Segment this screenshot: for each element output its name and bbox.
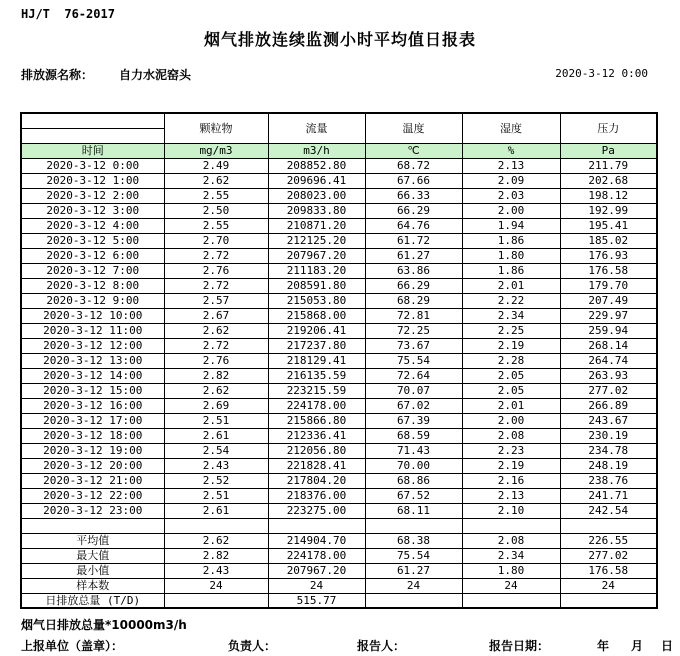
value-cell: 67.39	[365, 413, 462, 428]
summary-row	[21, 563, 657, 578]
value-cell: 219206.41	[268, 323, 365, 338]
value-cell: 207.49	[560, 293, 657, 308]
value-cell: 2.09	[462, 173, 560, 188]
value-cell: 2.00	[462, 203, 560, 218]
value-cell: 202.68	[560, 173, 657, 188]
value-cell: 75.54	[365, 548, 462, 563]
time-cell: 2020-3-12 12:00	[21, 338, 164, 353]
value-cell: 263.93	[560, 368, 657, 383]
time-cell: 2020-3-12 6:00	[21, 248, 164, 263]
table-row	[21, 503, 657, 518]
value-cell: 64.76	[365, 218, 462, 233]
value-cell: 66.29	[365, 203, 462, 218]
value-cell: 2.01	[462, 278, 560, 293]
table-row	[21, 203, 657, 218]
col-header-pressure: 压力	[560, 113, 657, 143]
unit-pm: mg/m3	[164, 143, 268, 158]
value-cell: 24	[365, 578, 462, 593]
time-cell: 2020-3-12 1:00	[21, 173, 164, 188]
value-cell: 2.43	[164, 563, 268, 578]
value-cell: 68.72	[365, 158, 462, 173]
value-cell: 1.86	[462, 263, 560, 278]
value-cell: 2.67	[164, 308, 268, 323]
unit-temperature: ℃	[365, 143, 462, 158]
time-cell: 2020-3-12 10:00	[21, 308, 164, 323]
value-cell: 210871.20	[268, 218, 365, 233]
value-cell: 266.89	[560, 398, 657, 413]
unit-flow: m3/h	[268, 143, 365, 158]
summary-rows	[21, 533, 657, 608]
value-cell: 2.70	[164, 233, 268, 248]
value-cell: 24	[462, 578, 560, 593]
value-cell: 71.43	[365, 443, 462, 458]
table-row	[21, 488, 657, 503]
value-cell: 207967.20	[268, 563, 365, 578]
value-cell: 2.03	[462, 188, 560, 203]
value-cell: 68.11	[365, 503, 462, 518]
value-cell: 259.94	[560, 323, 657, 338]
table-row	[21, 473, 657, 488]
value-cell: 212336.41	[268, 428, 365, 443]
value-cell: 2.57	[164, 293, 268, 308]
corner-cell-top	[21, 113, 164, 128]
header-rows	[21, 113, 657, 158]
value-cell: 2.25	[462, 323, 560, 338]
value-cell: 67.02	[365, 398, 462, 413]
time-cell: 2020-3-12 0:00	[21, 158, 164, 173]
value-cell: 215866.80	[268, 413, 365, 428]
value-cell	[560, 593, 657, 608]
value-cell: 2.54	[164, 443, 268, 458]
value-cell: 215868.00	[268, 308, 365, 323]
table-row	[21, 218, 657, 233]
value-cell: 67.66	[365, 173, 462, 188]
value-cell: 2.34	[462, 308, 560, 323]
time-cell: 2020-3-12 5:00	[21, 233, 164, 248]
col-header-temperature: 温度	[365, 113, 462, 143]
value-cell: 214904.70	[268, 533, 365, 548]
value-cell: 515.77	[268, 593, 365, 608]
value-cell: 2.05	[462, 368, 560, 383]
value-cell: 66.29	[365, 278, 462, 293]
value-cell: 2.72	[164, 338, 268, 353]
summary-row	[21, 578, 657, 593]
unit-pressure: Pa	[560, 143, 657, 158]
value-cell: 72.64	[365, 368, 462, 383]
summary-row	[21, 593, 657, 608]
time-cell: 2020-3-12 3:00	[21, 203, 164, 218]
source-label: 排放源名称：	[21, 68, 94, 82]
value-cell: 215053.80	[268, 293, 365, 308]
value-cell: 2.69	[164, 398, 268, 413]
value-cell: 2.82	[164, 548, 268, 563]
value-cell: 68.29	[365, 293, 462, 308]
time-cell: 2020-3-12 20:00	[21, 458, 164, 473]
value-cell: 2.76	[164, 263, 268, 278]
value-cell: 63.86	[365, 263, 462, 278]
month-label: 月	[631, 639, 644, 653]
value-cell: 61.27	[365, 248, 462, 263]
table-row	[21, 368, 657, 383]
summary-label-cell: 平均值	[21, 533, 164, 548]
value-cell: 66.33	[365, 188, 462, 203]
time-cell: 2020-3-12 17:00	[21, 413, 164, 428]
value-cell: 1.94	[462, 218, 560, 233]
value-cell: 2.23	[462, 443, 560, 458]
header-row-top	[21, 113, 657, 128]
time-cell: 2020-3-12 11:00	[21, 323, 164, 338]
source-line	[21, 66, 191, 83]
value-cell: 277.02	[560, 383, 657, 398]
signature-line	[0, 637, 680, 653]
summary-row	[21, 548, 657, 563]
summary-row	[21, 533, 657, 548]
value-cell: 207967.20	[268, 248, 365, 263]
value-cell: 264.74	[560, 353, 657, 368]
value-cell: 211183.20	[268, 263, 365, 278]
value-cell: 221828.41	[268, 458, 365, 473]
time-cell: 2020-3-12 19:00	[21, 443, 164, 458]
table-row	[21, 413, 657, 428]
table-row	[21, 308, 657, 323]
value-cell: 209833.80	[268, 203, 365, 218]
value-cell: 68.38	[365, 533, 462, 548]
time-header: 时间	[21, 143, 164, 158]
value-cell: 176.58	[560, 263, 657, 278]
value-cell: 2.19	[462, 458, 560, 473]
value-cell: 238.76	[560, 473, 657, 488]
value-cell: 73.67	[365, 338, 462, 353]
table-row	[21, 188, 657, 203]
value-cell: 70.07	[365, 383, 462, 398]
value-cell: 2.10	[462, 503, 560, 518]
time-cell: 2020-3-12 16:00	[21, 398, 164, 413]
value-cell: 24	[164, 578, 268, 593]
value-cell: 2.34	[462, 548, 560, 563]
spacer-row	[21, 518, 657, 533]
table-row	[21, 443, 657, 458]
value-cell: 1.80	[462, 248, 560, 263]
value-cell	[365, 593, 462, 608]
value-cell: 2.28	[462, 353, 560, 368]
table-row	[21, 323, 657, 338]
value-cell: 243.67	[560, 413, 657, 428]
value-cell: 2.82	[164, 368, 268, 383]
report-unit-label: 上报单位（盖章）：	[21, 639, 124, 653]
value-cell: 198.12	[560, 188, 657, 203]
value-cell: 2.08	[462, 428, 560, 443]
value-cell: 209696.41	[268, 173, 365, 188]
time-cell: 2020-3-12 9:00	[21, 293, 164, 308]
value-cell: 70.00	[365, 458, 462, 473]
value-cell: 1.86	[462, 233, 560, 248]
value-cell: 208852.80	[268, 158, 365, 173]
value-cell: 208591.80	[268, 278, 365, 293]
value-cell: 216135.59	[268, 368, 365, 383]
table-row	[21, 293, 657, 308]
time-cell: 2020-3-12 2:00	[21, 188, 164, 203]
value-cell: 72.81	[365, 308, 462, 323]
col-header-pm: 颗粒物	[164, 113, 268, 143]
value-cell: 2.08	[462, 533, 560, 548]
summary-label-cell: 样本数	[21, 578, 164, 593]
time-cell: 2020-3-12 7:00	[21, 263, 164, 278]
footer-note: 烟气日排放总量*10000m3/h	[21, 618, 187, 632]
table-row	[21, 398, 657, 413]
table-row	[21, 428, 657, 443]
table-row	[21, 263, 657, 278]
value-cell: 2.01	[462, 398, 560, 413]
value-cell: 212056.80	[268, 443, 365, 458]
value-cell: 24	[268, 578, 365, 593]
value-cell: 67.52	[365, 488, 462, 503]
value-cell: 242.54	[560, 503, 657, 518]
value-cell: 217804.20	[268, 473, 365, 488]
value-cell: 2.72	[164, 248, 268, 263]
value-cell: 2.62	[164, 383, 268, 398]
value-cell: 229.97	[560, 308, 657, 323]
value-cell: 2.62	[164, 173, 268, 188]
col-header-flow: 流量	[268, 113, 365, 143]
value-cell: 277.02	[560, 548, 657, 563]
value-cell: 68.59	[365, 428, 462, 443]
time-cell: 2020-3-12 8:00	[21, 278, 164, 293]
report-date-label: 报告日期：	[489, 639, 550, 653]
value-cell: 241.71	[560, 488, 657, 503]
report-datetime: 2020-3-12 0:00	[555, 67, 648, 80]
value-cell: 2.16	[462, 473, 560, 488]
value-cell: 2.51	[164, 413, 268, 428]
value-cell: 224178.00	[268, 548, 365, 563]
standard-code: HJ/T 76-2017	[21, 7, 115, 21]
year-label: 年	[597, 639, 610, 653]
time-cell: 2020-3-12 15:00	[21, 383, 164, 398]
spacer-section	[21, 518, 657, 533]
source-name: 自力水泥窑头	[119, 68, 192, 82]
value-cell: 176.93	[560, 248, 657, 263]
value-cell: 72.25	[365, 323, 462, 338]
value-cell: 218129.41	[268, 353, 365, 368]
value-cell: 2.43	[164, 458, 268, 473]
summary-label-cell: 最大值	[21, 548, 164, 563]
value-cell: 2.19	[462, 338, 560, 353]
time-cell: 2020-3-12 14:00	[21, 368, 164, 383]
value-cell: 185.02	[560, 233, 657, 248]
value-cell: 2.55	[164, 188, 268, 203]
table-row	[21, 248, 657, 263]
unit-row	[21, 143, 657, 158]
table-row	[21, 173, 657, 188]
value-cell: 2.51	[164, 488, 268, 503]
value-cell: 192.99	[560, 203, 657, 218]
value-cell	[164, 593, 268, 608]
value-cell: 2.13	[462, 488, 560, 503]
value-cell: 226.55	[560, 533, 657, 548]
time-cell: 2020-3-12 13:00	[21, 353, 164, 368]
data-rows	[21, 158, 657, 518]
value-cell: 2.72	[164, 278, 268, 293]
value-cell: 2.61	[164, 503, 268, 518]
value-cell: 2.76	[164, 353, 268, 368]
unit-humidity: %	[462, 143, 560, 158]
table-row	[21, 353, 657, 368]
page-title: 烟气排放连续监测小时平均值日报表	[203, 30, 476, 49]
table-row	[21, 458, 657, 473]
table-row	[21, 233, 657, 248]
value-cell: 1.80	[462, 563, 560, 578]
day-label: 日	[661, 639, 674, 653]
value-cell: 2.00	[462, 413, 560, 428]
value-cell: 234.78	[560, 443, 657, 458]
value-cell: 61.72	[365, 233, 462, 248]
value-cell: 2.50	[164, 203, 268, 218]
table-row	[21, 338, 657, 353]
value-cell: 179.70	[560, 278, 657, 293]
value-cell: 195.41	[560, 218, 657, 233]
time-cell: 2020-3-12 18:00	[21, 428, 164, 443]
value-cell: 2.61	[164, 428, 268, 443]
value-cell: 24	[560, 578, 657, 593]
value-cell: 212125.20	[268, 233, 365, 248]
time-cell: 2020-3-12 22:00	[21, 488, 164, 503]
value-cell: 268.14	[560, 338, 657, 353]
value-cell: 208023.00	[268, 188, 365, 203]
value-cell: 2.52	[164, 473, 268, 488]
value-cell: 2.49	[164, 158, 268, 173]
responsible-label: 负责人：	[228, 639, 277, 653]
value-cell: 2.13	[462, 158, 560, 173]
value-cell: 75.54	[365, 353, 462, 368]
summary-label-cell: 日排放总量 (T/D)	[21, 593, 164, 608]
value-cell: 2.62	[164, 533, 268, 548]
value-cell: 248.19	[560, 458, 657, 473]
value-cell: 2.05	[462, 383, 560, 398]
col-header-humidity: 湿度	[462, 113, 560, 143]
value-cell: 176.58	[560, 563, 657, 578]
data-table	[20, 112, 658, 609]
reporter-label: 报告人：	[357, 639, 406, 653]
table-row	[21, 158, 657, 173]
value-cell: 217237.80	[268, 338, 365, 353]
value-cell	[462, 593, 560, 608]
time-cell: 2020-3-12 21:00	[21, 473, 164, 488]
value-cell: 224178.00	[268, 398, 365, 413]
table-row	[21, 383, 657, 398]
value-cell: 61.27	[365, 563, 462, 578]
value-cell: 211.79	[560, 158, 657, 173]
value-cell: 68.86	[365, 473, 462, 488]
value-cell: 223275.00	[268, 503, 365, 518]
corner-cell-bottom	[21, 128, 164, 143]
value-cell: 223215.59	[268, 383, 365, 398]
table-row	[21, 278, 657, 293]
value-cell: 2.55	[164, 218, 268, 233]
value-cell: 2.62	[164, 323, 268, 338]
summary-label-cell: 最小值	[21, 563, 164, 578]
value-cell: 218376.00	[268, 488, 365, 503]
time-cell: 2020-3-12 23:00	[21, 503, 164, 518]
value-cell: 2.22	[462, 293, 560, 308]
value-cell: 230.19	[560, 428, 657, 443]
time-cell: 2020-3-12 4:00	[21, 218, 164, 233]
